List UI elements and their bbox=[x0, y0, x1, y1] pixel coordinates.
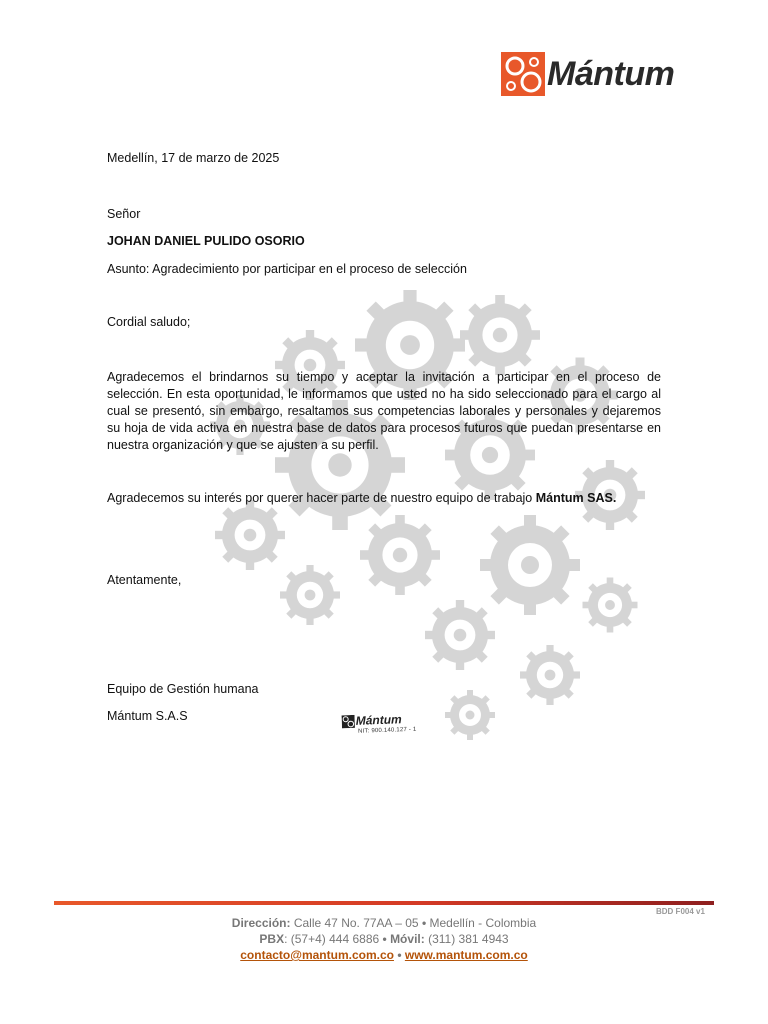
mobile-label: Móvil: bbox=[390, 932, 425, 946]
address-label: Dirección: bbox=[231, 916, 291, 930]
mobile-value: (311) 381 4943 bbox=[428, 932, 509, 946]
recipient-name: JOHAN DANIEL PULIDO OSORIO bbox=[107, 234, 305, 248]
logo-wordmark: Mántum bbox=[547, 55, 675, 93]
stamp-nit: NIT: 900.140.127 - 1 bbox=[358, 726, 417, 735]
thanks-company: Mántum SAS. bbox=[535, 491, 617, 505]
pbx-label: PBX bbox=[259, 932, 285, 946]
footer-contact-line bbox=[0, 947, 768, 963]
thanks-text: Agradecemos su interés por querer hacer parte de nuestro equipo de trabajo bbox=[107, 491, 536, 505]
signature-company: Mántum S.A.S bbox=[107, 709, 188, 723]
footer-separator: • bbox=[397, 948, 402, 962]
subject-line: Asunto: Agradecimiento por participar en el proceso de selección bbox=[107, 262, 467, 276]
footer-separator: • bbox=[382, 932, 387, 946]
closing: Atentamente, bbox=[107, 573, 182, 587]
body-paragraph: Agradecemos el brindarnos su tiempo y aceptar la invitación a participar en el proceso de selección. En esta oportunidad, le informamos que usted no ha sido seleccionado para el cargo al cual se presentó, sin embargo, resaltamos sus competencias laborales y personales y dejaremos su hoja de vida activa en nuestra base de datos para procesos futuros que puedan presentarse en nuestra organización y que se ajusten a su perfil. bbox=[107, 370, 661, 452]
address-value: Calle 47 No. 77AA – 05 bbox=[293, 916, 419, 930]
stamp-logo-icon bbox=[342, 715, 355, 728]
footer-separator: • bbox=[421, 916, 427, 930]
salutation-title: Señor bbox=[107, 207, 141, 221]
greeting: Cordial saludo; bbox=[107, 315, 191, 329]
stamp-name: Mántum bbox=[355, 712, 402, 728]
footer-phone-line bbox=[0, 931, 768, 947]
address-city: Medellín - Colombia bbox=[429, 916, 537, 930]
date-line: Medellín, 17 de marzo de 2025 bbox=[107, 151, 280, 165]
company-logo bbox=[501, 52, 674, 96]
thanks-paragraph bbox=[107, 490, 661, 507]
form-code: BDD F004 v1 bbox=[656, 907, 705, 916]
footer-divider bbox=[54, 901, 714, 905]
footer-address-line bbox=[0, 915, 768, 931]
signature-team: Equipo de Gestión humana bbox=[107, 682, 259, 696]
website-link[interactable]: www.mantum.com.co bbox=[404, 948, 528, 962]
pbx-value: : (57+4) 444 6886 bbox=[284, 932, 380, 946]
mantum-logo-icon bbox=[501, 52, 545, 96]
company-stamp bbox=[341, 712, 418, 745]
email-link[interactable]: contacto@mantum.com.co bbox=[240, 948, 394, 962]
